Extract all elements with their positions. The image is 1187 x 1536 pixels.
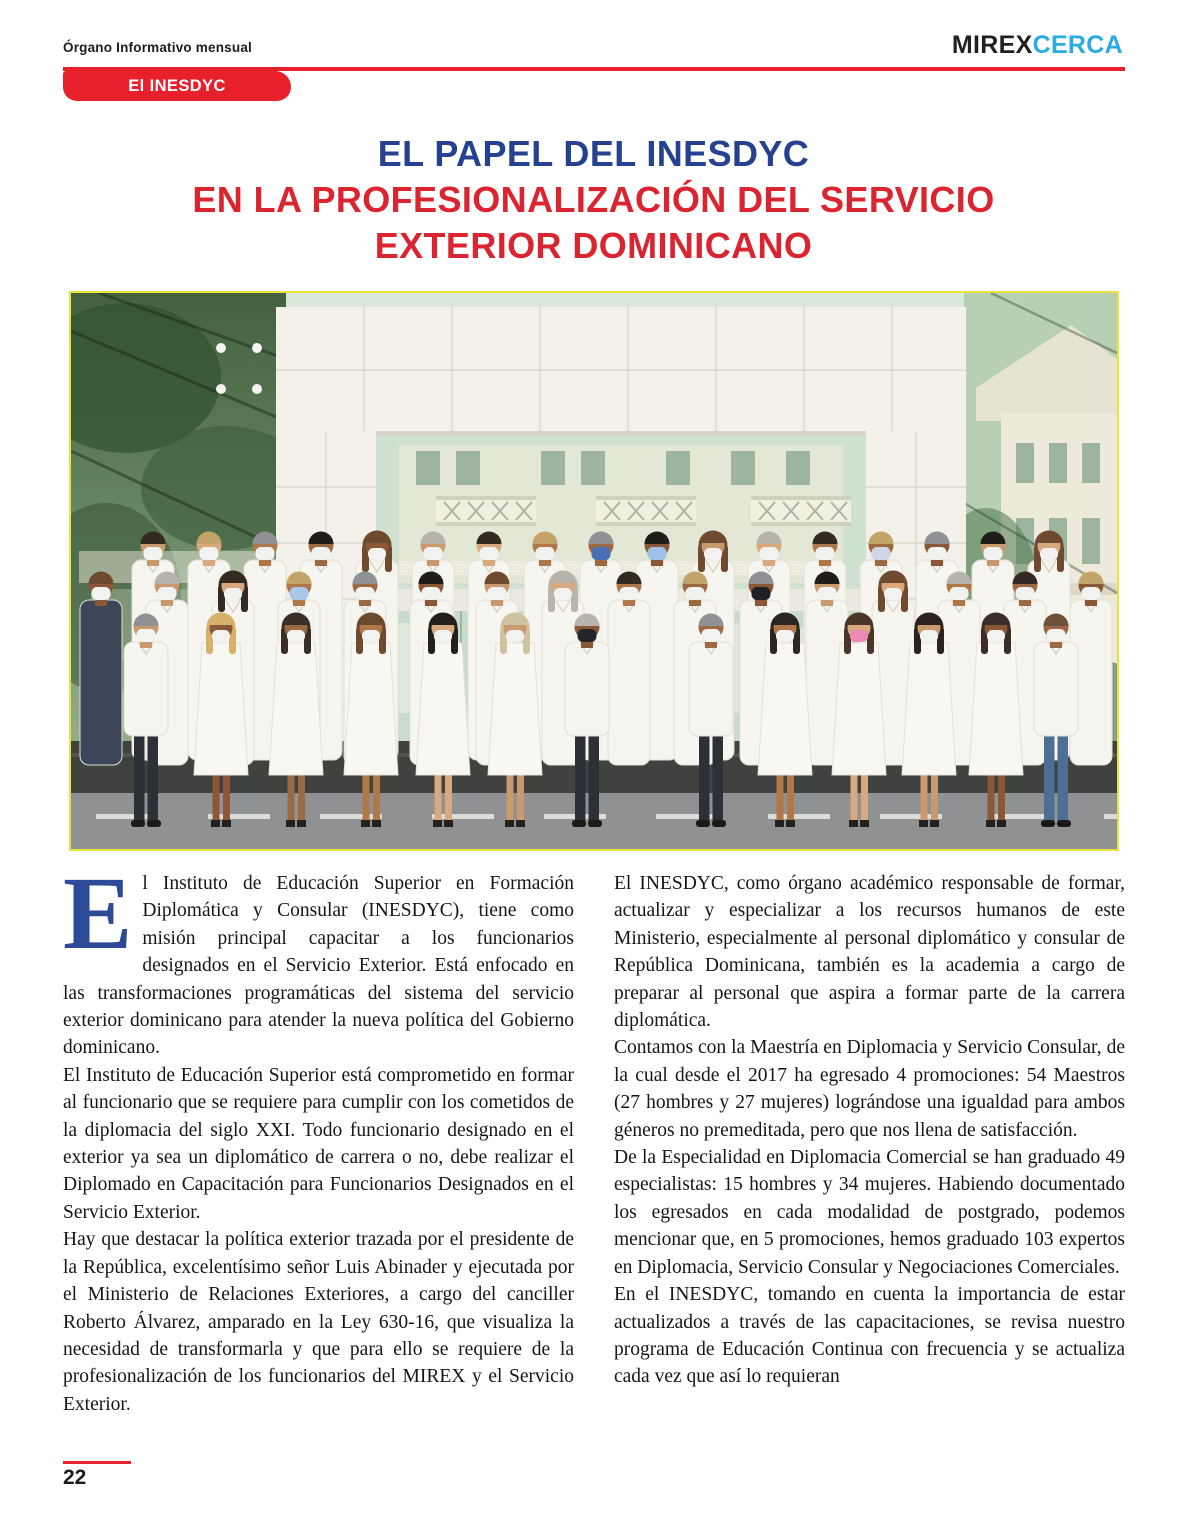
paragraph: De la Especialidad en Diplomacia Comercial se han graduado 49 especialistas: 15 hombres y 34 mujeres. Habiendo documentado los egresados en cada modalidad de postgrado, podemos mencionar que, en 5 promociones, hemos graduado 103 expertos en Diplomacia, Servicio Consular y Negociaciones Comerciales. — [614, 1147, 1125, 1278]
page-number: 22 — [63, 1466, 87, 1489]
paragraph: El Instituto de Educación Superior está comprometido en formar al funcionario que se requiere para cumplir con los cometidos de la diplomacia del siglo XXI. Todo funcionario designado en el exterior ya sea un diplomático de carrera o no, debe realizar el Diplomado en Capacitación para Funcionarios Designados en el Servicio Exterior. — [63, 1064, 574, 1223]
section-badge: El INESDYC — [63, 71, 291, 101]
article-title — [0, 131, 1187, 269]
issue-kicker: Órgano Informativo mensual — [63, 40, 252, 55]
article-column-left — [63, 856, 574, 1418]
footer-rule — [63, 1461, 131, 1464]
group-photo — [69, 291, 1119, 851]
article-body — [63, 856, 1125, 1418]
paragraph-text: l Instituto de Educación Superior en Formación Diplomática y Consular (INESDYC), tiene como misión principal capacitar a los funcionarios designados en el Servicio Exterior. Está enfocado en las transformaciones programáticas del sistema del servicio exterior dominicano para atender la nueva política del Gobierno dominicano. — [63, 873, 574, 1059]
paragraph: Contamos con la Maestría en Diplomacia y Servicio Consular, de la cual desde el 2017 ha egresado 4 promociones: 54 Maestros (27 hombres y 27 mujeres) lográndose una igualdad para ambos géneros no premeditada, pero que nos llena de satisfacción. — [614, 1037, 1125, 1141]
article-column-right — [614, 870, 1125, 1418]
paragraph — [63, 856, 574, 1062]
magazine-logo-mirex: MIREX — [951, 31, 1033, 59]
magazine-logo — [952, 31, 1123, 60]
article-title-line2: EN LA PROFESIONALIZACIÓN DEL SERVICIO — [192, 179, 995, 220]
magazine-logo-cerca: CERCA — [1032, 31, 1123, 59]
article-title-line3: EXTERIOR DOMINICANO — [374, 225, 813, 266]
paragraph: Hay que destacar la política exterior trazada por el presidente de la República, excelentísimo señor Luis Abinader y ejecutada por el Ministerio de Relaciones Exteriores, a cargo del canciller Roberto Álvarez, amparado en la Ley 630-16, que visualiza la necesidad de transformarla y que para ello se requiere de la profesionalización de los funcionarios del MIREX y el Servicio Exterior. — [63, 1229, 574, 1415]
article-title-line1: EL PAPEL DEL INESDYC — [377, 133, 810, 174]
paragraph: El INESDYC, como órgano académico responsable de formar, actualizar y especializar a los recursos humanos de este Ministerio, especialmente al personal diplomático y consular de República Dominicana, también es la academia a cargo de preparar al personal que aspira a formar parte de la carrera diplomática. — [614, 873, 1125, 1032]
paragraph: En el INESDYC, tomando en cuenta la importancia de estar actualizados a través de las capacitaciones, se revisa nuestro programa de Educación Continua con frecuencia y se actualiza cada vez que así lo requieran — [614, 1284, 1125, 1388]
dropcap: E — [63, 856, 133, 971]
